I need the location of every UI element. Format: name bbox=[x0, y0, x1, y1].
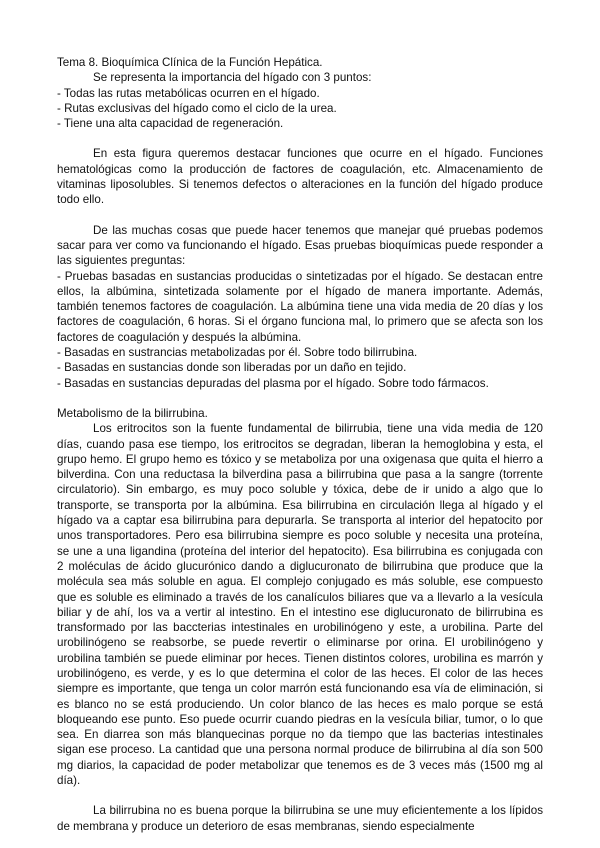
paragraph-functions: En esta figura queremos destacar funciones que ocurre en el hígado. Funciones hematológicas como la producción de factores de coagulación, etc. Almacenamiento de vitaminas liposolubles. Si tenemos defectos o alteraciones en la función del hígado produce todo ello. bbox=[57, 147, 543, 207]
paragraph-tests: De las muchas cosas que puede hacer tenemos que manejar qué pruebas podemos sacar para ver como va funcionando el hígado. Esas pruebas bioquímicas puede responder a las siguientes preguntas: bbox=[57, 223, 543, 268]
test-item: - Basadas en sustancias depuradas del plasma por el hígado. Sobre todo fármacos. bbox=[57, 376, 489, 390]
paragraph-membrane: La bilirrubina no es buena porque la bilirrubina se une muy eficientemente a los lípidos de membrana y produce un deterioro de esas membranas, siendo especialmente bbox=[57, 804, 543, 833]
section-heading: Metabolismo de la bilirrubina. bbox=[57, 406, 208, 420]
intro-point: - Todas las rutas metabólicas ocurren en el hígado. bbox=[57, 86, 320, 100]
intro-point: - Rutas exclusivas del hígado como el ciclo de la urea. bbox=[57, 101, 337, 115]
test-item: - Pruebas basadas en sustancias producidas o sintetizadas por el hígado. Se destacan entre ellos, la albúmina, sintetizada solamente por el hígado de manera importante. Además, también tenemos factores de coagulación. La albúmina tiene una vida media de 20 días y los factores de coagulación, 6 horas. Si el órgano funciona mal, lo primero que se afecta son los factores de coagulación y después la albúmina. bbox=[57, 269, 543, 344]
intro-lead: Se representa la importancia del hígado con 3 puntos: bbox=[93, 71, 372, 85]
document-title: Tema 8. Bioquímica Clínica de la Función Hepática. bbox=[57, 56, 323, 69]
test-item: - Basadas en sustancias donde son liberadas por un daño en tejido. bbox=[57, 361, 407, 375]
paragraph-bilirubin: Los eritrocitos son la fuente fundamental de bilirrubia, tiene una vida media de 120 días, cuando pasa ese tiempo, los eritrocitos se degradan, liberan la hemoglobina y esta, el grupo hemo. El grupo hemo es tóxico y se metaboliza por una oxigenasa que quita el hierro a bilverdina. Con una reductasa la bilverdina pasa a bilirrubina que pasa a la sangre (torrente circulatorio). Sin embargo, es muy poco soluble y tóxica, debe de ir unido a algo que lo transporte, se transporta por la albúmina. Esa bilirrubina en circulación llega al hígado y el hígado va a captar esa bilirrubina para depurarla. Se transporta al interior del hepatocito por unos transportadores. Pero esa bilirrubina siempre es poco soluble y necesita una proteína, se une a una ligandina (proteína del interior del hepatocito). Esa bilirrubina es conjugada con 2 moléculas de ácido glucurónico dando a diglucuronato de bilirrubina que produce que la molécula sea más soluble en agua. El complejo conjugado es más soluble, ese compuesto que es soluble es eliminado a través de los canalículos biliares que va a llevarlo a la vesícula biliar y de ahí, los va a vertir al intestino. En el intestino ese diglucuronato de bilirrubina es transformado por las baccterias intestinales en urobilinógeno y este, a urobilina. Parte del urobilinógeno se reabsorbe, se puede revertir o eliminarse por orina. El urobilinógeno y urobilina también se puede eliminar por heces. Tienen distintos colores, urobilina es marrón y urobilinógeno, es verde, y es lo que determina el color de las heces. El color de las heces siempre es importante, que tenga un color marrón está funcionando esa vía de eliminación, si es blanco no se está produciendo. Un color blanco de las heces es malo porque se está bloqueando ese punto. Eso puede ocurrir cuando piedras en la vesícula biliar, tumor, o lo que sea. En diarrea son más blanquecinas porque no da tiempo que las bacterias intestinales sigan ese proceso. La cantidad que una persona normal produce de bilirrubina al día son 500 mg diarios, la capacidad de poder metabolizar que tenemos es de 3 veces más (1500 mg al día). bbox=[57, 422, 543, 788]
document-body bbox=[57, 55, 543, 834]
test-item: - Basadas en sustrancias metabolizadas por él. Sobre todo bilirrubina. bbox=[57, 346, 418, 360]
intro-point: - Tiene una alta capacidad de regeneración. bbox=[57, 117, 284, 131]
